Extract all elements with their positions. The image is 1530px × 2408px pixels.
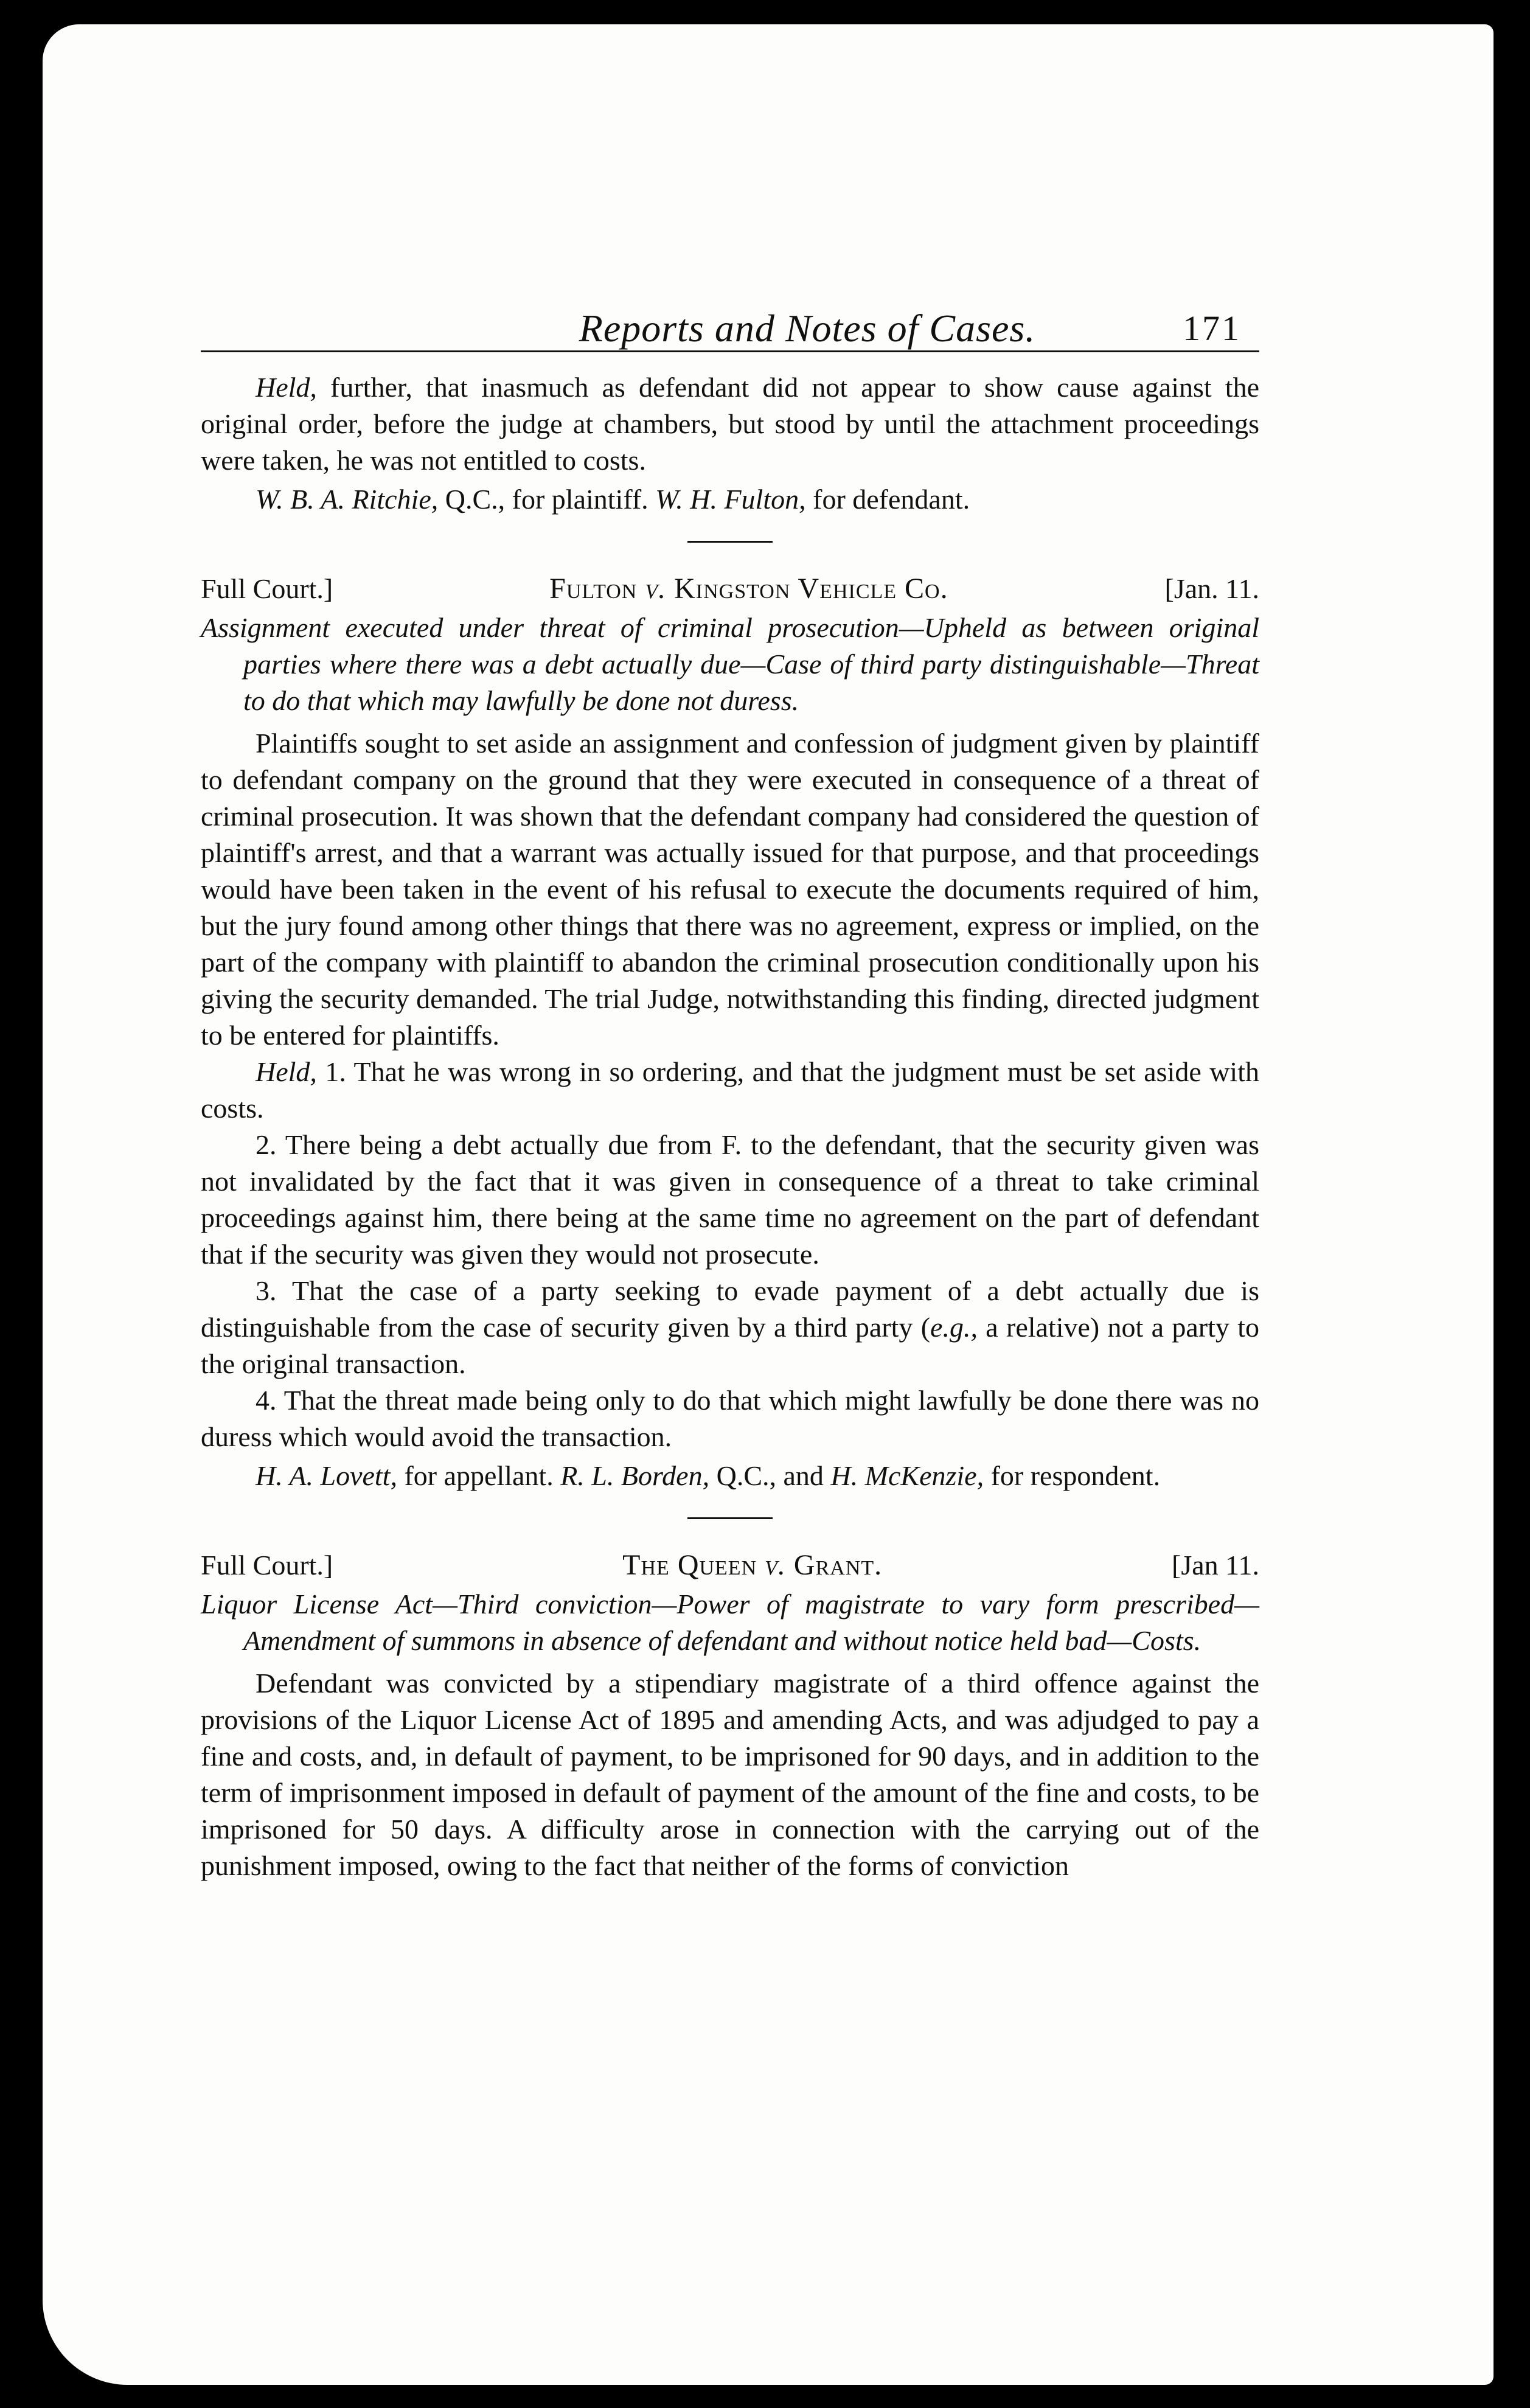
court-label: Full Court.]: [201, 573, 333, 604]
running-header: [201, 307, 1259, 352]
section-divider: [687, 1517, 773, 1519]
case-name: Fulton v. Kingston Vehicle Co.: [549, 572, 948, 605]
page-content: [201, 307, 1259, 1884]
held-paragraph: Held, further, that inasmuch as defendant did not appear to show cause against the original order, before the judge at chambers, but stood by until the attachment proceedings were taken, he was not entitled to costs.: [201, 372, 1259, 476]
headnote: Liquor License Act—Third conviction—Power of magistrate to vary form prescribed—Amendment of summons in absence of defendant and without notice held bad—Costs.: [201, 1589, 1259, 1656]
case-name: The Queen v. Grant.: [622, 1549, 883, 1581]
held-point: 2. There being a debt actually due from F. to the defendant, that the security given was not invalidated by the fact that it was given in consequence of a threat to take criminal proceedings against him, there being at the same time no agreement on the part of defendant that if the security was given they would not prosecute.: [201, 1129, 1259, 1270]
held-paragraph: Held, 1. That he was wrong in so ordering, and that the judgment must be set aside with costs.: [201, 1056, 1259, 1124]
section-divider: [687, 541, 773, 543]
case-date: [Jan 11.: [1172, 1550, 1259, 1581]
held-point: 4. That the threat made being only to do that which might lawfully be done there was no duress which would avoid the transaction.: [201, 1385, 1259, 1452]
held-point: 3. That the case of a party seeking to evade payment of a debt actually due is distinguishable from the case of security given by a third party (e.g., a relative) not a party to the original transaction.: [201, 1275, 1259, 1379]
running-title: Reports and Notes of Cases.: [579, 307, 1036, 350]
case-heading: [201, 1547, 1259, 1584]
page-number: 171: [1183, 308, 1241, 348]
case-heading: [201, 571, 1259, 607]
headnote: Assignment executed under threat of criminal prosecution—Upheld as between original parties where there was a debt actually due—Case of third party distinguishable—Threat to do that which may lawfully be done not duress.: [201, 612, 1259, 716]
court-label: Full Court.]: [201, 1550, 333, 1581]
facts-paragraph: Plaintiffs sought to set aside an assignment and confession of judgment given by plaintiff to defendant company on the ground that they were executed in consequence of a threat of criminal prosecution. It was shown that the defendant company had considered the question of plaintiff's arrest, and that a warrant was actually issued for that purpose, and that proceedings would have been taken in the event of his refusal to execute the documents required of him, but the jury found among other things that there was no agreement, express or implied, on the part of the company with plaintiff to abandon the criminal prosecution conditionally upon his giving the security demanded. The trial Judge, notwithstanding this finding, directed judgment to be entered for plaintiffs.: [201, 728, 1259, 1051]
page: [43, 24, 1493, 2385]
counsel-line: H. A. Lovett, for appellant. R. L. Borden, Q.C., and H. McKenzie, for respondent.: [256, 1460, 1161, 1491]
case-date: [Jan. 11.: [1164, 573, 1259, 604]
counsel-line: W. B. A. Ritchie, Q.C., for plaintiff. W. H. Fulton, for defendant.: [256, 484, 970, 515]
facts-paragraph: Defendant was convicted by a stipendiary magistrate of a third offence against the provisions of the Liquor License Act of 1895 and amending Acts, and was adjudged to pay a fine and costs, and, in default of payment, to be imprisoned for 90 days, and in addition to the term of imprisonment imposed in default of payment of the amount of the fine and costs, to be imprisoned for 50 days. A difficulty arose in connection with the carrying out of the punishment imposed, owing to the fact that neither of the forms of conviction: [201, 1668, 1259, 1881]
